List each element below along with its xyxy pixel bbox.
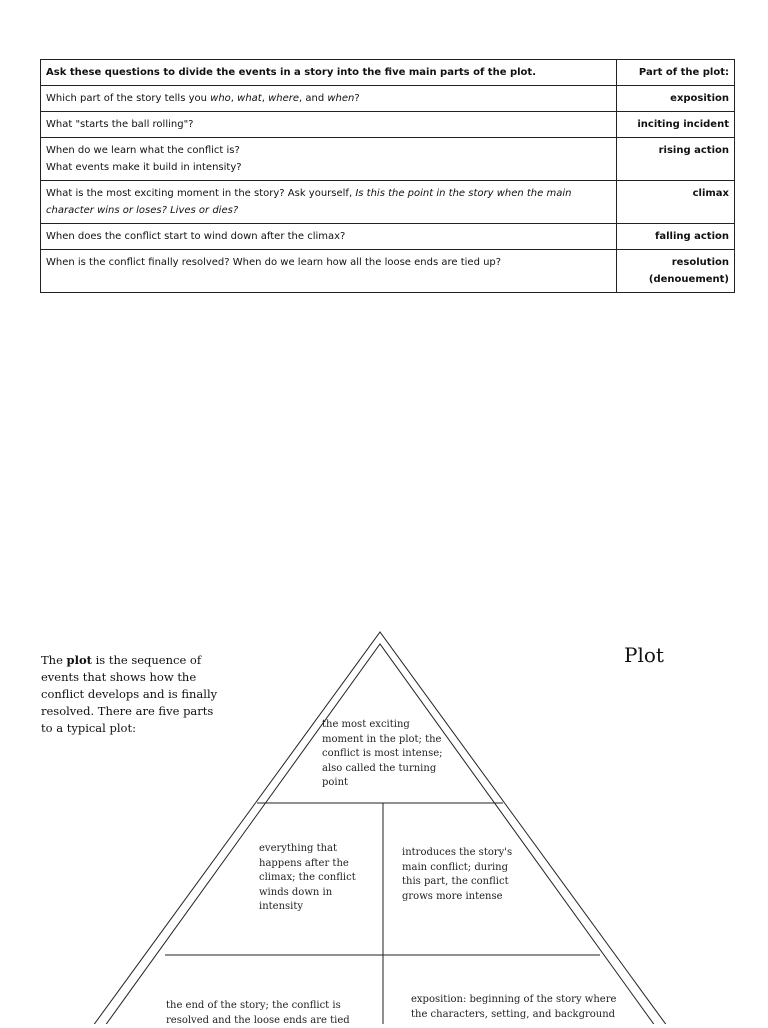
pyramid-outer-edge bbox=[90, 632, 670, 1024]
table-row bbox=[41, 250, 735, 293]
plot-pyramid-diagram bbox=[0, 620, 768, 1024]
row-part: falling action bbox=[617, 224, 735, 250]
row-part: inciting incident bbox=[617, 112, 735, 138]
row-question: When is the conflict finally resolved? When do we learn how all the loose ends are tied up? bbox=[41, 250, 617, 293]
table-row bbox=[41, 86, 735, 112]
row-part: exposition bbox=[617, 86, 735, 112]
table-row bbox=[41, 181, 735, 224]
table-row bbox=[41, 224, 735, 250]
table-row bbox=[41, 138, 735, 181]
table-row bbox=[41, 112, 735, 138]
table-header-row bbox=[41, 60, 735, 86]
row-part: resolution (denouement) bbox=[617, 250, 735, 293]
header-question: Ask these questions to divide the events in a story into the five main parts of the plot. bbox=[41, 60, 617, 86]
pyramid-exposition-description: exposition: beginning of the story where the characters, setting, and background bbox=[411, 994, 617, 1020]
row-part: rising action bbox=[617, 138, 735, 181]
pyramid-rising-action-description: introduces the story's main conflict; during this part, the conflict grows more intense bbox=[402, 847, 513, 902]
pyramid-climax-description: the most exciting moment in the plot; the conflict is most intense; also called the turning point bbox=[322, 719, 443, 788]
header-part: Part of the plot: bbox=[617, 60, 735, 86]
row-question: What is the most exciting moment in the story? Ask yourself, Is this the point in the story when the main character wins or loses? Lives or dies? bbox=[41, 181, 617, 224]
pyramid-falling-action-description: everything that happens after the climax; the conflict winds down in intensity bbox=[259, 843, 356, 912]
row-question: When does the conflict start to wind down after the climax? bbox=[41, 224, 617, 250]
row-part: climax bbox=[617, 181, 735, 224]
row-question: What "starts the ball rolling"? bbox=[41, 112, 617, 138]
pyramid-resolution-description: the end of the story; the conflict is resolved and the loose ends are tied bbox=[166, 1000, 350, 1026]
row-question: Which part of the story tells you who, what, where, and when? bbox=[41, 86, 617, 112]
plot-questions-table bbox=[40, 59, 735, 293]
page-title: Plot bbox=[624, 643, 664, 667]
pyramid-inner-edge bbox=[102, 644, 658, 1024]
plot-definition: The plot is the sequence of events that shows how the conflict develops and is finally resolved. There are five parts to a typical plot: bbox=[41, 653, 218, 735]
row-question: When do we learn what the conflict is? What events make it build in intensity? bbox=[41, 138, 617, 181]
